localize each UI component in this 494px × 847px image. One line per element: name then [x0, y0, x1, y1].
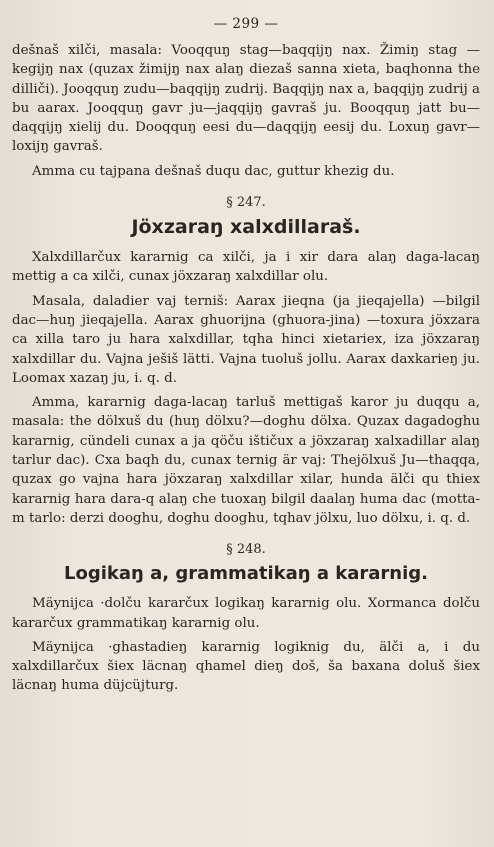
- section-248-paragraph-1: Mäynijca ·dolču kararčux logikaŋ kararnig olu. Xormanca dolču kararčux grammatikaŋ kararnig olu.: [12, 596, 480, 631]
- section-title-248: Logikaŋ a, grammatikaŋ a kararnig.: [63, 563, 429, 585]
- section-number-247: § 247.: [226, 195, 266, 211]
- section-247-paragraph-3: Amma, kararnig daga-lacaŋ tarluš mettigaš karor ju duqqu a, masala: the dölxuš du (huŋ dölxu?—doghu dölxa. Quzax dagadoghu kararnig, cündeli cunax a ja qöču ištičux a jöxzaraŋ xalxadillar alaŋ tarlur dac). Cxa baqh du, cunax ternig är vaj: Thejölxuš Ju—thaqqa, quzax go vajna hara jöxzaraŋ xalxdillar xilar, hunda älči qu thiex kararnig hara dara-q alaŋ che tuoxaŋ bilgil daalaŋ huma dac (motta-m tarlo: derzi dooghu, doghu dooghu, tqhav jölxu, luo dölxu, i. q. d.: [12, 395, 480, 526]
- section-title-247: Jöxzaraŋ xalxdillaraš.: [131, 216, 361, 239]
- section-247-paragraph-1: Xalxdillarčux kararnig ca xilči, ja i xir dara alaŋ daga-lacaŋ mettig a ca xilči, cunax jöxzaraŋ xalxdillar olu.: [12, 250, 480, 285]
- top-paragraph: dešnaš xilči, masala: Vooqquŋ stag—baqqijŋ nax. Žimiŋ stag —kegijŋ nax (quzax žimijŋ nax alaŋ diezaš sanna xieta, baqhonna the dilliči). Jooqquŋ zudu—baqqijŋ zudrij. Baqqijŋ nax a, baqqijŋ zudrij a bu aarax. Jooqquŋ gavr ju—jaqqijŋ gavraš ju. Booqquŋ jatt bu—daqqijŋ xielij du. Dooqquŋ eesi du—daqqijŋ eesij du. Loxuŋ gavr—loxijŋ gavraš.: [12, 43, 480, 155]
- page-number: — 299 —: [213, 16, 279, 32]
- section-number-248: § 248.: [226, 542, 266, 558]
- section-248-paragraph-2: Mäynijca ·ghastadieŋ kararnig logiknig du, älči a, i du xalxdillarčux šiex läcnaŋ qhamel dieŋ doš, ša baxana doluš šiex läcnaŋ huma düjcüjturg.: [12, 639, 480, 694]
- top-closing-paragraph: Amma cu tajpana dešnaš duqu dac, guttur khezig du.: [32, 163, 395, 179]
- section-247-paragraph-2: Masala, daladier vaj terniš: Aarax jieqna (ja jieqajella) —bilgil dac—huŋ jieqajella. Aarax ghuorijna (ghuora-jina) —toxura jöxzara ca xilla taro ju hara xalxdillar, tqha hinci xietariex, iza jöxzaraŋ xalxdillar du. Vajna ješiš lätti. Vajna tuoluš jollu. Aarax daxkarieŋ ju. Loomax xazaŋ ju, i. q. d.: [12, 293, 480, 386]
